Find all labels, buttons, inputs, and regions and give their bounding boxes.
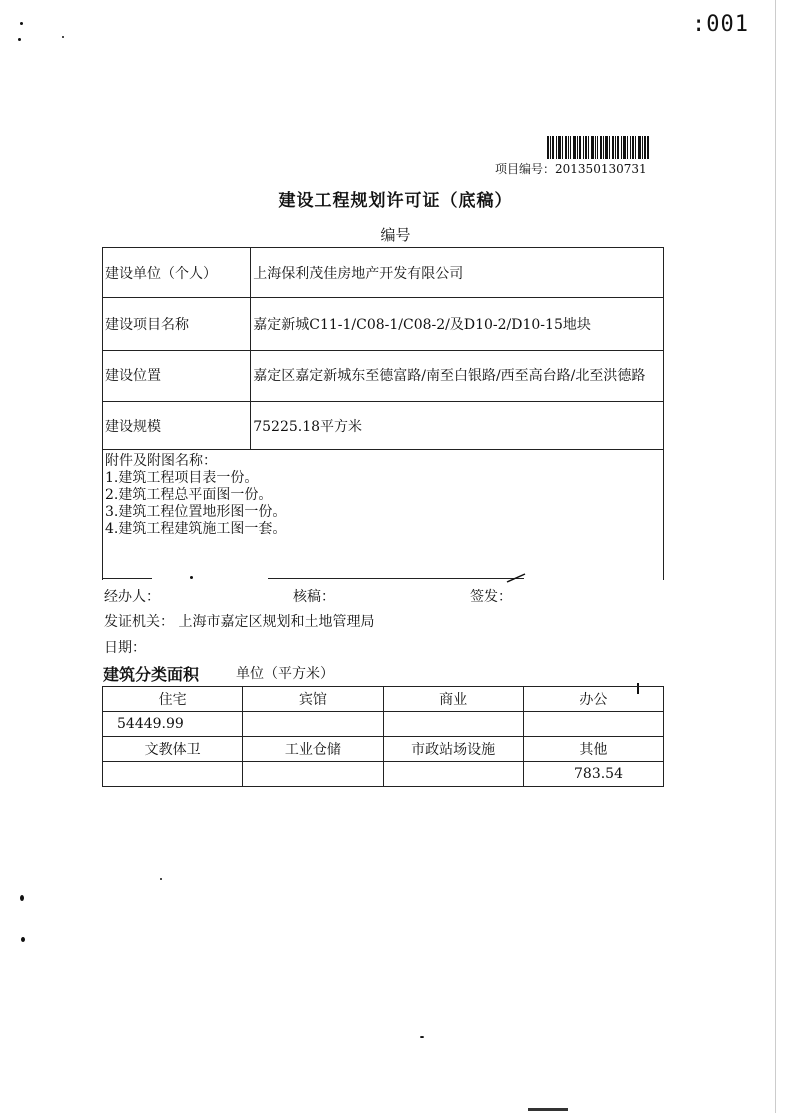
field-label-unit: 建设单位（个人） <box>103 248 251 298</box>
scan-speck <box>21 937 25 942</box>
scan-speck <box>528 1108 568 1111</box>
table-row <box>103 351 664 402</box>
area-header: 宾馆 <box>243 687 383 712</box>
table-row <box>103 450 664 581</box>
issuing-authority-label: 发证机关： <box>104 614 174 630</box>
field-value-project-name: 嘉定新城C11-1/C08-1/C08-2/及D10-2/D10-15地块 <box>251 298 664 351</box>
attachments-heading: 附件及附图名称： <box>105 453 217 469</box>
barcode <box>547 136 649 159</box>
project-number-label: 项目编号： <box>495 162 556 176</box>
signature-line <box>102 578 152 579</box>
area-header: 其他 <box>523 737 663 762</box>
area-value-municipal <box>383 762 523 787</box>
issuing-authority <box>104 611 374 631</box>
area-header: 文教体卫 <box>103 737 243 762</box>
project-number <box>495 160 647 177</box>
number-label: 编号 <box>380 226 411 244</box>
area-header: 工业仓储 <box>243 737 383 762</box>
ink-speck <box>190 576 193 579</box>
scan-speck <box>18 38 21 41</box>
table-row <box>103 298 664 351</box>
table-row <box>103 402 664 450</box>
attachments-cell <box>103 450 664 581</box>
attachment-item: 2.建筑工程总平面图一份。 <box>105 487 273 503</box>
field-value-scale: 75225.18平方米 <box>251 402 664 450</box>
area-table <box>102 686 664 787</box>
scan-speck <box>420 1036 424 1038</box>
attachment-item: 3.建筑工程位置地形图一份。 <box>105 504 287 520</box>
attachment-item: 4.建筑工程建筑施工图一套。 <box>105 521 287 537</box>
pen-mark <box>506 572 526 584</box>
field-value-location: 嘉定区嘉定新城东至德富路/南至白银路/西至高台路/北至洪德路 <box>251 351 664 402</box>
scan-speck <box>20 22 23 25</box>
scan-speck <box>20 895 24 901</box>
area-value-commercial <box>383 712 523 737</box>
issuing-authority-value: 上海市嘉定区规划和土地管理局 <box>178 614 375 630</box>
area-value-culture <box>103 762 243 787</box>
area-header: 市政站场设施 <box>383 737 523 762</box>
table-row <box>103 248 664 298</box>
area-unit: 单位（平方米） <box>236 666 334 682</box>
area-value-hotel <box>243 712 383 737</box>
date-label: 日期： <box>104 640 146 656</box>
field-label-location: 建设位置 <box>103 351 251 402</box>
scan-edge <box>775 0 791 1113</box>
project-number-value: 201350130731 <box>555 162 647 176</box>
area-header: 办公 <box>523 687 663 712</box>
signature-line <box>268 578 524 579</box>
field-label-project-name: 建设项目名称 <box>103 298 251 351</box>
reviewer-label: 核稿： <box>293 589 335 605</box>
handler-label: 经办人： <box>104 589 160 605</box>
field-label-scale: 建设规模 <box>103 402 251 450</box>
permit-info-table <box>102 247 664 580</box>
attachment-item: 1.建筑工程项目表一份。 <box>105 470 259 486</box>
issuer-sign-label: 签发： <box>470 589 512 605</box>
scan-speck <box>160 878 162 880</box>
page-number: :001 <box>692 12 749 37</box>
table-row <box>103 762 664 787</box>
area-section-title: 建筑分类面积 <box>103 665 200 684</box>
area-value-other: 783.54 <box>523 762 663 787</box>
field-value-unit: 上海保利茂佳房地产开发有限公司 <box>251 248 664 298</box>
area-value-office <box>523 712 663 737</box>
table-row <box>103 687 664 712</box>
area-value-residential: 54449.99 <box>103 712 243 737</box>
table-row <box>103 712 664 737</box>
scan-speck <box>62 36 64 38</box>
area-header: 住宅 <box>103 687 243 712</box>
area-value-industrial <box>243 762 383 787</box>
table-row <box>103 737 664 762</box>
document-title: 建设工程规划许可证（底稿） <box>278 191 513 211</box>
area-header: 商业 <box>383 687 523 712</box>
